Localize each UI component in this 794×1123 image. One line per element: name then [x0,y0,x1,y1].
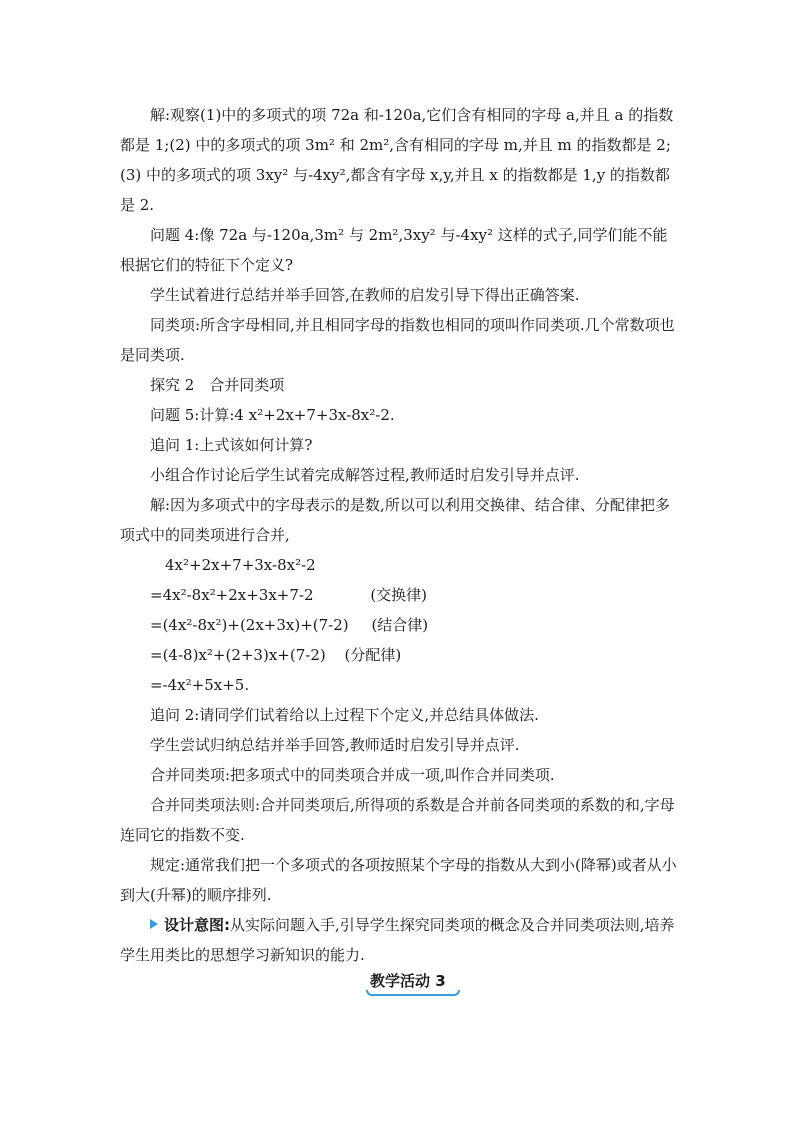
paragraph-combine-rule: 合并同类项法则:合并同类项后,所得项的系数是合并前各同类项的系数的和,字母连同它的指数不变. [120,796,675,844]
formula-expression: =-4x²+5x+5. [150,676,250,694]
formula-line-2 [120,580,680,610]
paragraph-observation: 解:观察(1)中的多项式的项 72a 和-120a,它们含有相同的字母 a,并且 a 的指数都是 1;(2) 中的多项式的项 3m² 和 2m²,含有相同的字母 m,并且 m 的指数都是 2;(3) 中的多项式的项 3xy² 与-4xy²,都含有字母 x,y,并且 x 的指数都是 1,y 的指数都是 2. [120,106,674,214]
formula-expression: 4x²+2x+7+3x-8x²-2 [165,556,316,574]
section-heading-explore-2: 探究 2 合并同类项 [150,376,285,394]
formula-line-4 [120,640,680,670]
activity-title-underline [366,990,460,996]
paragraph-follow-up-1: 追问 1:上式该如何计算? [150,436,313,454]
paragraph-question-4: 问题 4:像 72a 与-120a,3m² 与 2m²,3xy² 与-4xy² 这样的式子,同学们能不能根据它们的特征下个定义? [120,226,668,274]
paragraph-follow-up-2: 追问 2:请同学们试着给以上过程下个定义,并总结具体做法. [150,706,539,724]
triangle-right-icon [150,919,158,929]
formula-expression: =(4-8)x²+(2+3)x+(7-2) [150,646,326,664]
design-intent-block [120,910,680,970]
formula-note-associative: (结合律) [371,616,429,634]
formula-expression: =(4x²-8x²)+(2x+3x)+(7-2) [150,616,349,634]
design-intent-label: 设计意图: [164,916,230,934]
formula-line-1 [120,550,680,580]
paragraph-ordering-rule: 规定:通常我们把一个多项式的各项按照某个字母的指数从大到小(降幂)或者从小到大(升幂)的顺序排列. [120,856,677,904]
paragraph-question-5: 问题 5:计算:4 x²+2x+7+3x-8x²-2. [150,406,395,424]
formula-expression: =4x²-8x²+2x+3x+7-2 [150,586,314,604]
formula-note-commutative: (交换律) [370,586,428,604]
paragraph-group-discussion: 小组合作讨论后学生试着完成解答过程,教师适时启发引导并点评. [150,466,580,484]
paragraph-student-induction: 学生尝试归纳总结并举手回答,教师适时启发引导并点评. [150,736,520,754]
formula-line-5 [120,670,680,700]
document-body [120,100,680,970]
formula-note-distributive: (分配律) [344,646,402,664]
paragraph-solution-intro: 解:因为多项式中的字母表示的是数,所以可以利用交换律、结合律、分配律把多项式中的同类项进行合并, [120,496,670,544]
formula-line-3 [120,610,680,640]
paragraph-combine-definition: 合并同类项:把多项式中的同类项合并成一项,叫作合并同类项. [150,766,555,784]
paragraph-like-terms-definition: 同类项:所含字母相同,并且相同字母的指数也相同的项叫作同类项.几个常数项也是同类项. [120,316,675,364]
activity-title: 教学活动 3 [370,972,446,990]
paragraph-student-summary: 学生试着进行总结并举手回答,在教师的启发引导下得出正确答案. [150,286,580,304]
design-intent-text: 从实际问题入手,引导学生探究同类项的概念及合并同类项法则,培养学生用类比的思想学习新知识的能力. [120,916,675,964]
